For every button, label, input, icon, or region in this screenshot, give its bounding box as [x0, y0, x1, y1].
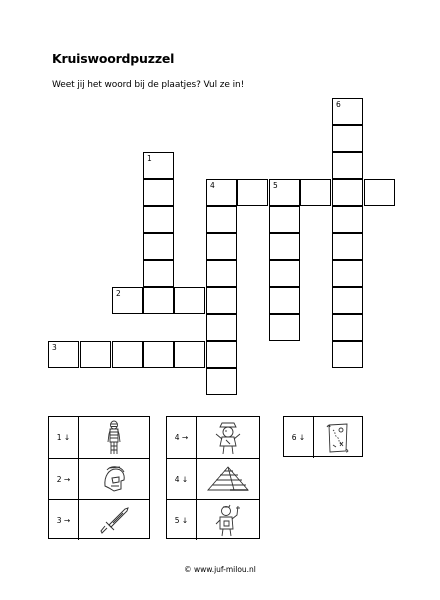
- clue-row-3-across: [49, 499, 149, 540]
- grid-cell[interactable]: [206, 341, 237, 368]
- clue-label: 2 →: [49, 459, 79, 499]
- grid-cell[interactable]: [332, 125, 363, 152]
- clue-number-3: 3: [52, 343, 57, 352]
- knight-icon: [197, 500, 259, 540]
- clue-number-2: 2: [116, 289, 121, 298]
- clue-row-1-down: [49, 417, 149, 458]
- grid-cell[interactable]: [332, 98, 363, 125]
- clue-row-6-down: [284, 417, 362, 458]
- grid-cell[interactable]: [48, 341, 79, 368]
- grid-cell[interactable]: [269, 206, 300, 233]
- clue-row-2-across: [49, 458, 149, 499]
- grid-cell[interactable]: [206, 206, 237, 233]
- grid-cell[interactable]: [332, 179, 363, 206]
- grid-cell[interactable]: [206, 314, 237, 341]
- grid-cell[interactable]: [206, 260, 237, 287]
- grid-cell[interactable]: [143, 341, 174, 368]
- clue-label: 1 ↓: [49, 417, 79, 458]
- footer-copyright: © www.juf-milou.nl: [184, 565, 256, 574]
- clue-row-4-down: [167, 458, 259, 499]
- grid-cell[interactable]: [143, 152, 174, 179]
- clue-label: 4 ↓: [167, 459, 197, 499]
- page-title: Kruiswoordpuzzel: [52, 51, 175, 66]
- grid-cell[interactable]: [174, 341, 205, 368]
- grid-cell[interactable]: [332, 206, 363, 233]
- instructions: Weet jij het woord bij de plaatjes? Vul ze in!: [52, 80, 245, 90]
- pirate-icon: [197, 417, 259, 458]
- grid-cell[interactable]: [206, 233, 237, 260]
- grid-cell[interactable]: [300, 179, 331, 206]
- grid-cell[interactable]: [269, 287, 300, 314]
- grid-cell[interactable]: [112, 341, 143, 368]
- grid-cell[interactable]: [269, 179, 300, 206]
- grid-cell[interactable]: [80, 341, 111, 368]
- grid-cell[interactable]: [332, 287, 363, 314]
- grid-cell[interactable]: [332, 341, 363, 368]
- clue-number-5: 5: [273, 181, 278, 190]
- clue-label: 6 ↓: [284, 417, 314, 458]
- clue-table-left: [48, 416, 150, 539]
- grid-cell[interactable]: [206, 179, 237, 206]
- clue-number-4: 4: [210, 181, 215, 190]
- clue-table-middle: [166, 416, 260, 539]
- sword-icon: [79, 500, 149, 540]
- clue-label: 5 ↓: [167, 500, 197, 540]
- grid-cell[interactable]: [206, 287, 237, 314]
- grid-cell[interactable]: [332, 260, 363, 287]
- grid-cell[interactable]: [237, 179, 268, 206]
- grid-cell[interactable]: [143, 287, 174, 314]
- treasure-map-icon: [314, 417, 362, 458]
- grid-cell[interactable]: [269, 260, 300, 287]
- grid-cell[interactable]: [332, 152, 363, 179]
- grid-cell[interactable]: [112, 287, 143, 314]
- grid-cell[interactable]: [143, 233, 174, 260]
- clue-number-1: 1: [147, 154, 152, 163]
- clue-row-5-down: [167, 499, 259, 540]
- pyramid-icon: [197, 459, 259, 499]
- gladiator-helmet-icon: [79, 459, 149, 499]
- grid-cell[interactable]: [143, 179, 174, 206]
- grid-cell[interactable]: [332, 314, 363, 341]
- mummy-icon: [79, 417, 149, 458]
- grid-cell[interactable]: [364, 179, 395, 206]
- grid-cell[interactable]: [174, 287, 205, 314]
- clue-label: 4 →: [167, 417, 197, 458]
- clue-number-6: 6: [336, 100, 341, 109]
- grid-cell[interactable]: [206, 368, 237, 395]
- grid-cell[interactable]: [143, 260, 174, 287]
- clue-table-right: [283, 416, 363, 457]
- grid-cell[interactable]: [332, 233, 363, 260]
- grid-cell[interactable]: [269, 233, 300, 260]
- clue-label: 3 →: [49, 500, 79, 540]
- clue-row-4-across: [167, 417, 259, 458]
- grid-cell[interactable]: [269, 314, 300, 341]
- grid-cell[interactable]: [143, 206, 174, 233]
